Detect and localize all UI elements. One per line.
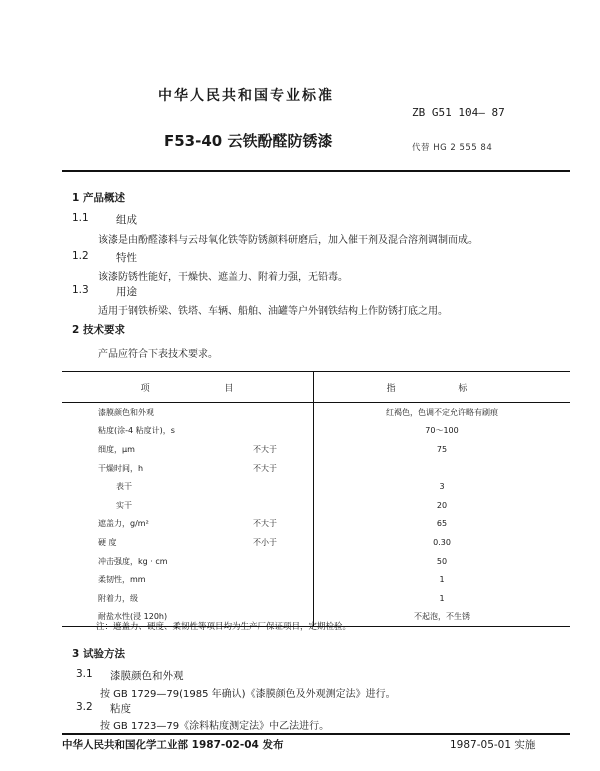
row-condition: 不大于 [253,519,277,529]
row-item: 漆膜颜色和外观 [98,407,154,417]
table-row [62,440,570,459]
standard-code: ZB G51 104— 87 [412,106,505,119]
table-row [62,477,570,496]
row-condition: 不大于 [253,463,277,473]
paragraph: 该漆防锈性能好，干燥快、遮盖力、附着力强，无铅毒。 [98,272,348,283]
subsection-title: 漆膜颜色和外观 [110,670,184,682]
row-value: 70～100 [314,422,571,441]
row-condition [253,496,314,515]
section-2-heading: 2 技术要求 [72,324,125,336]
table-row [62,589,570,608]
table-row [62,515,570,534]
subsection-number: 1.2 [72,250,89,262]
subsection-title: 用途 [116,286,137,298]
table-row [62,459,570,478]
table-row [62,403,570,422]
table-header-row [62,372,570,403]
technical-requirements-table [62,371,570,627]
row-value: 1 [314,570,571,589]
row-value: 20 [314,496,571,515]
column-header-value: 指 标 [314,372,571,403]
row-value: 不起泡，不生锈 [314,608,571,627]
row-item: 粘度(涂-4 粘度计)，s [98,426,175,436]
subsection-number: 1.3 [72,284,89,296]
row-value: 50 [314,552,571,571]
table-row [62,552,570,571]
table-row [62,422,570,441]
table-intro: 产品应符合下表技术要求。 [98,349,218,360]
issuer-line: 中华人民共和国化学工业部 1987-02-04 发布 [62,739,284,751]
subsection-title: 组成 [116,214,137,226]
replaces-note: 代替 HG 2 555 84 [412,143,493,153]
paragraph: 适用于钢铁桥梁、铁塔、车辆、船舶、油罐等户外钢铁结构上作防锈打底之用。 [98,306,448,317]
footer-divider [62,733,570,735]
header-divider [62,170,570,172]
row-condition [253,552,314,571]
row-item: 附着力，级 [98,593,138,603]
subsection-title: 粘度 [110,703,131,715]
paragraph: 按 GB 1729—79(1985 年确认)《漆膜颜色及外观测定法》进行。 [100,689,396,700]
column-header-item: 项 目 [62,372,314,403]
paragraph: 该漆是由酚醛漆料与云母氧化铁等防锈颜料研磨后，加入催干剂及混合溶剂调制而成。 [98,235,478,246]
row-condition [253,570,314,589]
table-row [62,533,570,552]
document-title: F53-40 云铁酚醛防锈漆 [164,132,333,150]
row-condition [253,403,314,422]
row-item: 表干 [116,482,132,492]
row-value: 3 [314,477,571,496]
row-value [314,459,571,478]
row-item: 实干 [116,500,132,510]
row-item: 耐盐水性(浸 120h) [62,608,253,627]
row-item: 细度，μm [98,444,135,454]
row-value: 75 [314,440,571,459]
table-row [62,570,570,589]
subsection-number: 3.2 [76,701,93,713]
row-value: 65 [314,515,571,534]
subsection-number: 1.1 [72,212,89,224]
row-value: 0.30 [314,533,571,552]
standard-category-title: 中华人民共和国专业标准 [158,88,334,104]
row-condition [253,477,314,496]
row-condition: 不小于 [253,537,277,547]
row-item: 硬 度 [98,537,117,547]
effective-date: 1987-05-01 实施 [450,739,536,751]
paragraph: 按 GB 1723—79《涂料粘度测定法》中乙法进行。 [100,721,330,732]
table-note: 注：遮盖力、硬度、柔韧性等项目均为生产厂保证项目，定期检验。 [96,622,352,632]
section-3-heading: 3 试验方法 [72,648,125,660]
section-1-heading: 1 产品概述 [72,192,125,204]
subsection-title: 特性 [116,252,137,264]
row-value: 红褐色，色调不定允许略有刷痕 [314,403,571,422]
table-row [62,496,570,515]
row-item: 柔韧性，mm [98,575,146,585]
row-item: 遮盖力，g/m² [98,519,149,529]
row-condition: 不大于 [253,444,277,454]
row-condition [253,422,314,441]
row-item: 干燥时间，h [98,463,144,473]
row-item: 冲击强度，kg · cm [98,556,168,566]
row-condition [253,589,314,608]
row-value: 1 [314,589,571,608]
subsection-number: 3.1 [76,668,93,680]
